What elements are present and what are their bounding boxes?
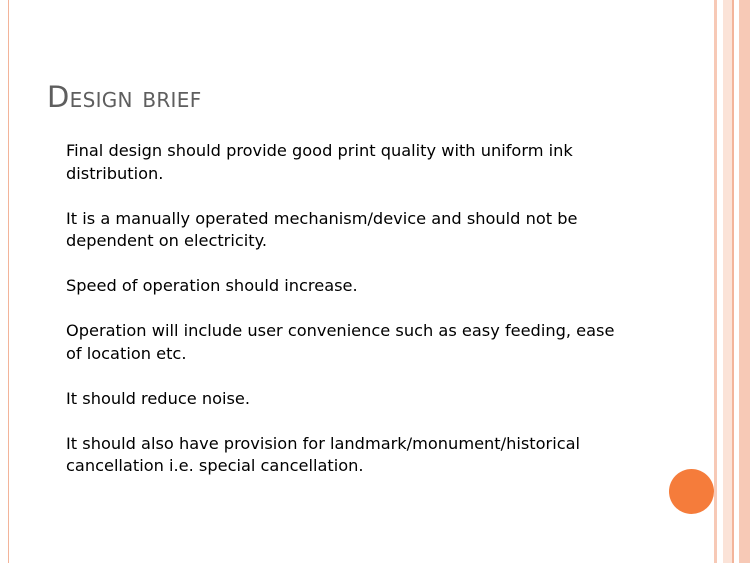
left-border-line [8,0,9,563]
bullet-item: Final design should provide good print quality with uniform ink distribution. [66,141,573,183]
bullet-item: It is a manually operated mechanism/device and should not be dependent on electricity. [66,208,578,250]
bullet-item: Operation will include user convenience such as easy feeding, ease of location etc. [66,321,615,363]
bullet-item: It should reduce noise. [66,388,251,408]
bullet-item: Speed of operation should increase. [66,276,358,295]
bullet-item: It should also have provision for landmark/monument/historical cancellation i.e. special cancellation. [66,433,581,475]
right-stripe [723,0,732,563]
right-stripe [714,0,717,563]
bullet-list [66,140,626,500]
slide-title: Design brief [47,80,202,114]
right-stripe [739,0,750,563]
decorative-circle [669,469,714,514]
